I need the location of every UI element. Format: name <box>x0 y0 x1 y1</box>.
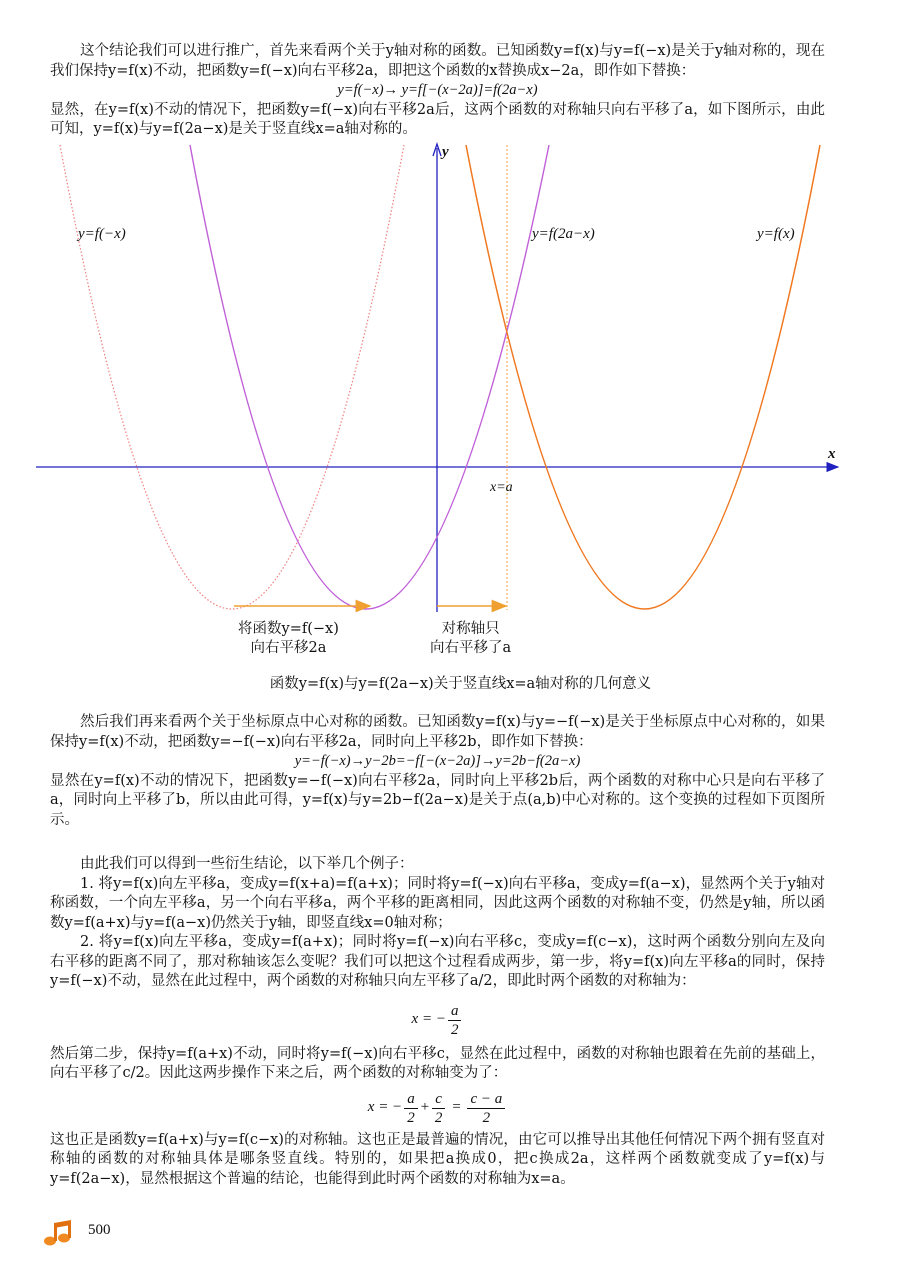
fraction <box>448 1002 462 1039</box>
formula-text: = <box>451 1099 462 1116</box>
label-x-axis: x <box>828 446 836 462</box>
label-f-2a-minus-x: y=f(2a−x) <box>532 226 595 242</box>
paragraph-central-symmetry <box>50 713 825 830</box>
numerator: a <box>448 1002 462 1021</box>
paragraph-text: 然后第二步，保持y=f(a+x)不动，同时将y=f(−x)向右平移c，显然在此过程中，函数的对称轴也跟着在先前的基础上，向右平移了c/2。因此这两步操作下来之后，两个函数的对称轴变为了： <box>50 1045 825 1081</box>
annotation-shift-axis <box>430 620 511 658</box>
denominator: 2 <box>482 1109 491 1126</box>
numerator: c <box>432 1090 445 1109</box>
label-x-equals-a: x=a <box>490 480 513 495</box>
formula-axis-step2 <box>50 1090 825 1127</box>
list-item: 1. 将y=f(x)向左平移a，变成y=f(x+a)=f(a+x)；同时将y=f(−x)向右平移a，变成y=f(a−x)，显然两个关于y轴对称函数，一个向左平移a，另一个向右平移a，两个平移的距离相同，因此这两个函数的对称轴不变，仍然是y轴，所以函数y=f(a+x)与y=f(a−x)仍然关于y轴，即竖直线x=0轴对称； <box>50 875 825 931</box>
curve-f-x <box>466 145 820 609</box>
fraction <box>467 1090 505 1127</box>
paragraph-text: 由此我们可以得到一些衍生结论，以下举几个例子： <box>80 856 414 872</box>
denominator: 2 <box>450 1021 459 1038</box>
curve-f-2a-minus-x <box>190 145 549 609</box>
equation-substitution: y=f(−x)→ y=f[−(x−2a)]=f(2a−x) <box>337 82 538 98</box>
denominator: 2 <box>434 1109 443 1126</box>
label-f-neg-x: y=f(−x) <box>78 226 126 242</box>
music-note-icon <box>42 1218 72 1248</box>
denominator: 2 <box>407 1109 415 1126</box>
paragraph-text: 然后我们再来看两个关于坐标原点中心对称的函数。已知函数y=f(x)与y=−f(−x)是关于坐标原点中心对称的，如果保持y=f(x)不动，把函数y=−f(−x)向右平移2a，同时向上平移2b，即作如下替换： <box>50 714 825 750</box>
fraction <box>404 1090 418 1127</box>
paragraph-y-axis-symmetry <box>50 42 825 140</box>
annotation-shift-left <box>238 620 339 658</box>
label-f-x: y=f(x) <box>757 226 795 242</box>
paragraph-text: 这个结论我们可以进行推广，首先来看两个关于y轴对称的函数。已知函数y=f(x)与y=f(−x)是关于y轴对称的，现在我们保持y=f(x)不动，把函数y=f(−x)向右平移2a，即把这个函数的x替换成x−2a，即作如下替换： <box>50 43 825 79</box>
function-graph <box>30 140 845 660</box>
page-number: 500 <box>88 1222 111 1238</box>
paragraph-text: 显然，在y=f(x)不动的情况下，把函数y=f(−x)向右平移2a后，这两个函数的对称轴只向右平移了a，如下图所示，由此可知，y=f(x)与y=f(2a−x)是关于竖直线x=a轴对称的。 <box>50 101 825 137</box>
label-y-axis: y <box>442 144 449 160</box>
equation-substitution: y=−f(−x)→y−2b=−f[−(x−2a)]→y=2b−f(2a−x) <box>294 753 581 769</box>
numerator: c − a <box>467 1090 505 1109</box>
figure-caption: 函数y=f(x)与y=f(2a−x)关于竖直线x=a轴对称的几何意义 <box>269 676 652 692</box>
graph-svg <box>30 140 845 660</box>
annotation-line: 将函数y=f(−x) <box>238 621 339 637</box>
formula-axis-step1 <box>50 1002 825 1039</box>
fraction <box>432 1090 446 1127</box>
paragraph-derived-conclusions <box>50 855 825 1189</box>
curve-f-neg-x <box>60 145 404 609</box>
paragraph-text: 显然在y=f(x)不动的情况下，把函数y=−f(−x)向右平移2a，同时向上平移2b后，两个函数的对称中心只是向右平移了a，同时向上平移了b，所以由此可得，y=f(x)与y=2b−f(2a−x)是关于点(a,b)中心对称的。这个变换的过程如下页图所示。 <box>50 772 825 828</box>
formula-text: x = − <box>411 1011 446 1028</box>
list-item: 2. 将y=f(x)向左平移a，变成y=f(a+x)；同时将y=f(−x)向右平移c，变成y=f(c−x)，这时两个函数分别向左及向右平移的距离不同了，那对称轴该怎么变呢？我们可以把这个过程看成两步，第一步，将y=f(x)向左平移a的同时，保持y=f(−x)不动，显然在此过程中，两个函数的对称轴只向左平移了a/2，即此时两个函数的对称轴为： <box>50 934 825 989</box>
formula-text: + <box>419 1099 430 1116</box>
annotation-line: 向右平移了a <box>430 640 512 656</box>
numerator: a <box>404 1090 418 1109</box>
formula-text: x = − <box>367 1099 403 1116</box>
annotation-line: 对称轴只 <box>441 621 500 637</box>
paragraph-text: 这也正是函数y=f(a+x)与y=f(c−x)的对称轴。这也正是最普遍的情况，由它可以推导出其他任何情况下两个拥有竖直对称轴的函数的对称轴具体是哪条竖直线。特别的，如果把a换成0，把c换成2a，这样两个函数就变成了y=f(x)与y=f(2a−x)，显然根据这个普遍的结论，也能得到此时两个函数的对称轴为x=a。 <box>50 1131 825 1187</box>
annotation-line: 向右平移2a <box>250 640 327 656</box>
